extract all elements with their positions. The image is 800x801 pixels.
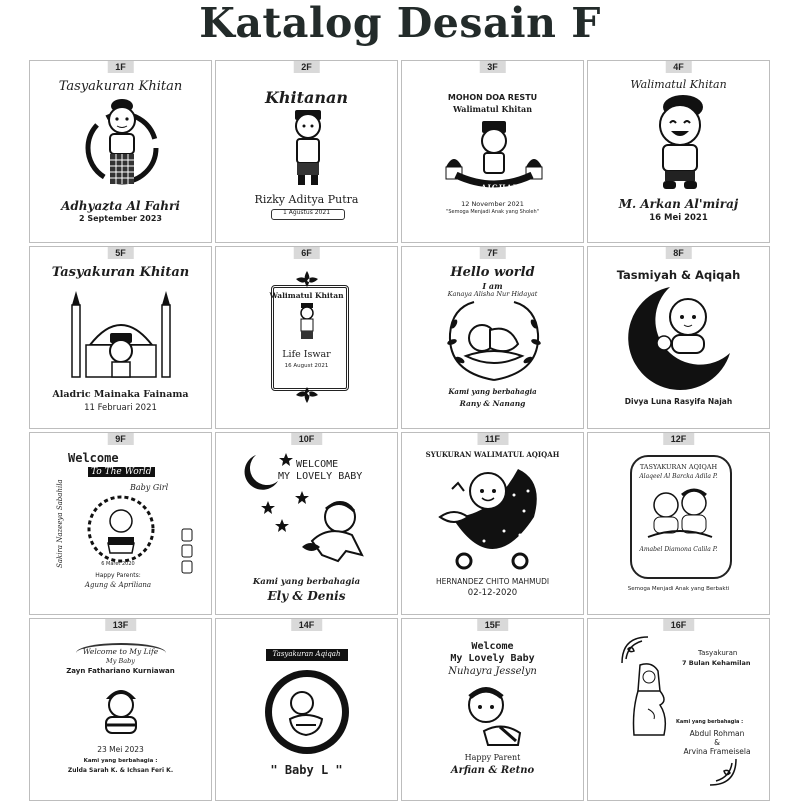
event-note: "Semoga Menjadi Anak yang Sholeh" — [446, 209, 539, 215]
design-code: 7F — [479, 247, 506, 259]
card-subheading: 7 Bulan Kehamilan — [682, 659, 751, 667]
child-name: Amabel Diamona Calila P. — [639, 546, 718, 553]
leaf-ornament-icon — [296, 271, 318, 287]
child-name: Life Iswar — [282, 349, 331, 360]
card-heading: Tasyakuran Khitan — [51, 265, 190, 280]
card-subheading: To The World — [88, 467, 155, 477]
child-name: " Baby L " — [270, 763, 343, 777]
leaf-ornament-icon — [296, 387, 318, 403]
event-date: 16 August 2021 — [284, 363, 329, 369]
design-code: 4F — [665, 61, 692, 73]
parents-names: Agung & Apriliana — [84, 581, 152, 589]
child-name: Nuhayra Jesselyn — [448, 666, 537, 677]
child-name: Sakira Nazeeya Sabahila — [56, 479, 64, 568]
design-code: 8F — [665, 247, 692, 259]
pregnant-woman-icon — [624, 661, 674, 737]
card-subheading: My Lovely Baby — [450, 653, 535, 664]
design-card-3f[interactable] — [401, 60, 584, 243]
design-card-4f[interactable] — [587, 60, 770, 243]
card-heading: Khitanan — [264, 88, 348, 107]
design-card-14f[interactable] — [215, 618, 398, 801]
card-heading: Tasmiyah & Aqiqah — [616, 268, 741, 282]
child-name: Aladric Mainaka Fainama — [52, 389, 189, 400]
card-subheading: Walimatul Khitan — [452, 104, 533, 114]
event-note: Happy Parents: — [95, 572, 141, 579]
event-note: Happy Parent — [464, 753, 521, 762]
twin-babies-icon — [644, 485, 716, 543]
design-card-6f[interactable] — [215, 246, 398, 429]
design-card-2f[interactable] — [215, 60, 398, 243]
child-name: Rizky Aditya Putra — [254, 193, 359, 206]
design-code: 1F — [107, 61, 134, 73]
parent-name: Arvina Frameisela — [683, 747, 751, 756]
event-date: 16 Mei 2021 — [649, 213, 708, 223]
child-name: Adhyazta Al Fahri — [61, 199, 180, 213]
card-heading: WELCOME — [296, 459, 339, 470]
boy-peci-icon — [286, 108, 330, 188]
card-heading: Welcome — [471, 641, 514, 652]
card-subheading: I am — [482, 281, 503, 291]
card-heading: Welcome to My Life — [82, 647, 159, 656]
child-name: M. Arkan Al'miraj — [618, 197, 739, 211]
design-card-5f[interactable] — [29, 246, 212, 429]
event-date: 6 Maret 2020 — [101, 561, 135, 567]
design-code: 13F — [105, 619, 137, 631]
event-date: 23 Mei 2023 — [97, 745, 144, 754]
design-code: 9F — [107, 433, 134, 445]
baby-wreath-icon — [82, 493, 160, 565]
card-heading: Walimatul Khitan — [269, 291, 344, 300]
event-note: Kami yang berbahagia : — [83, 758, 158, 764]
mosque-icon — [68, 285, 174, 381]
card-tagline: Baby Girl — [130, 483, 169, 492]
event-date: 02-12-2020 — [467, 588, 518, 598]
parents-names: Rany & Nanang — [459, 399, 526, 408]
design-card-1f[interactable] — [29, 60, 212, 243]
design-card-12f[interactable] — [587, 432, 770, 615]
moon-baby-icon — [242, 451, 392, 571]
child-name: Divya Luna Rasyifa Najah — [624, 397, 733, 406]
design-card-13f[interactable] — [29, 618, 212, 801]
design-card-8f[interactable] — [587, 246, 770, 429]
baby-stroller-icon — [434, 461, 550, 573]
child-name: HERNANDEZ CHITO MAHMUDI — [435, 577, 550, 586]
card-subheading: Alaqeel Al Barcka Adila P. — [639, 473, 718, 480]
design-code: 10F — [291, 433, 323, 445]
child-name: Kanaya Alisha Nur Hidayat — [447, 290, 538, 298]
ampersand-text: & — [714, 738, 720, 747]
design-code: 6F — [293, 247, 320, 259]
event-note: Kami yang berbahagia — [252, 577, 361, 587]
child-name: Zayn Fathariano Kurniawan — [66, 667, 175, 675]
event-date: 12 November 2021 — [461, 200, 524, 208]
card-heading: Tasyakuran Aqiqah — [272, 650, 341, 658]
card-subheading: My Baby — [106, 657, 135, 665]
event-date: 11 Februari 2021 — [84, 403, 157, 413]
design-code: 5F — [107, 247, 134, 259]
design-code: 15F — [477, 619, 509, 631]
card-heading: MOHON DOA RESTU — [447, 93, 538, 102]
card-heading: Welcome — [68, 451, 119, 465]
boy-sarong-icon — [85, 96, 160, 196]
card-subheading: MY LOVELY BABY — [278, 471, 363, 482]
design-code: 12F — [663, 433, 695, 445]
parents-names: Ely & Denis — [267, 589, 346, 603]
card-heading: Tasyakuran Khitan — [58, 79, 183, 94]
boy-mosque-icon — [442, 119, 546, 189]
design-card-10f[interactable] — [215, 432, 398, 615]
catalog-grid — [29, 60, 771, 800]
design-code: 14F — [291, 619, 323, 631]
moon-baby-icon — [618, 283, 738, 393]
design-code: 11F — [477, 433, 508, 445]
page-title: Katalog Desain F — [199, 0, 601, 47]
event-note: Semoga Menjadi Anak yang Berbakti — [627, 586, 730, 592]
card-heading: SYUKURAN WALIMATUL AQIQAH — [425, 450, 560, 459]
baby-scalloped-frame-icon — [262, 667, 352, 757]
boy-icon — [296, 303, 318, 341]
baby-wreath-icon — [444, 300, 544, 382]
event-date: 2 September 2023 — [79, 214, 162, 223]
design-code: 3F — [479, 61, 506, 73]
design-card-11f[interactable] — [401, 432, 584, 615]
parent-name: Abdul Rohman — [689, 729, 745, 738]
card-heading: Hello world — [450, 265, 535, 280]
card-heading: Walimatul Khitan — [630, 78, 727, 91]
event-date: 1 Agustus 2021 — [282, 209, 331, 216]
design-card-16f[interactable] — [587, 618, 770, 801]
card-heading: TASYAKURAN AQIQAH — [639, 463, 718, 471]
baby-icon — [98, 681, 144, 737]
design-card-9f[interactable] — [29, 432, 212, 615]
event-note: Kami yang berbahagia — [448, 387, 537, 396]
design-code: 2F — [293, 61, 320, 73]
card-heading: Tasyakuran — [698, 649, 738, 657]
boy-laughing-icon — [643, 93, 717, 193]
design-code: 16F — [663, 619, 695, 631]
child-name: D. A. AIGHARRI — [454, 183, 531, 192]
corner-ornament-icon — [708, 757, 738, 787]
baby-crawling-icon — [460, 681, 526, 749]
design-card-7f[interactable] — [401, 246, 584, 429]
parents-names: Arfian & Retno — [450, 765, 535, 776]
baby-items-icon — [180, 527, 194, 577]
parents-names: Zulda Sarah K. & Ichsan Feri K. — [67, 767, 174, 774]
design-card-15f[interactable] — [401, 618, 584, 801]
event-note: Kami yang berbahagia : — [676, 719, 744, 725]
